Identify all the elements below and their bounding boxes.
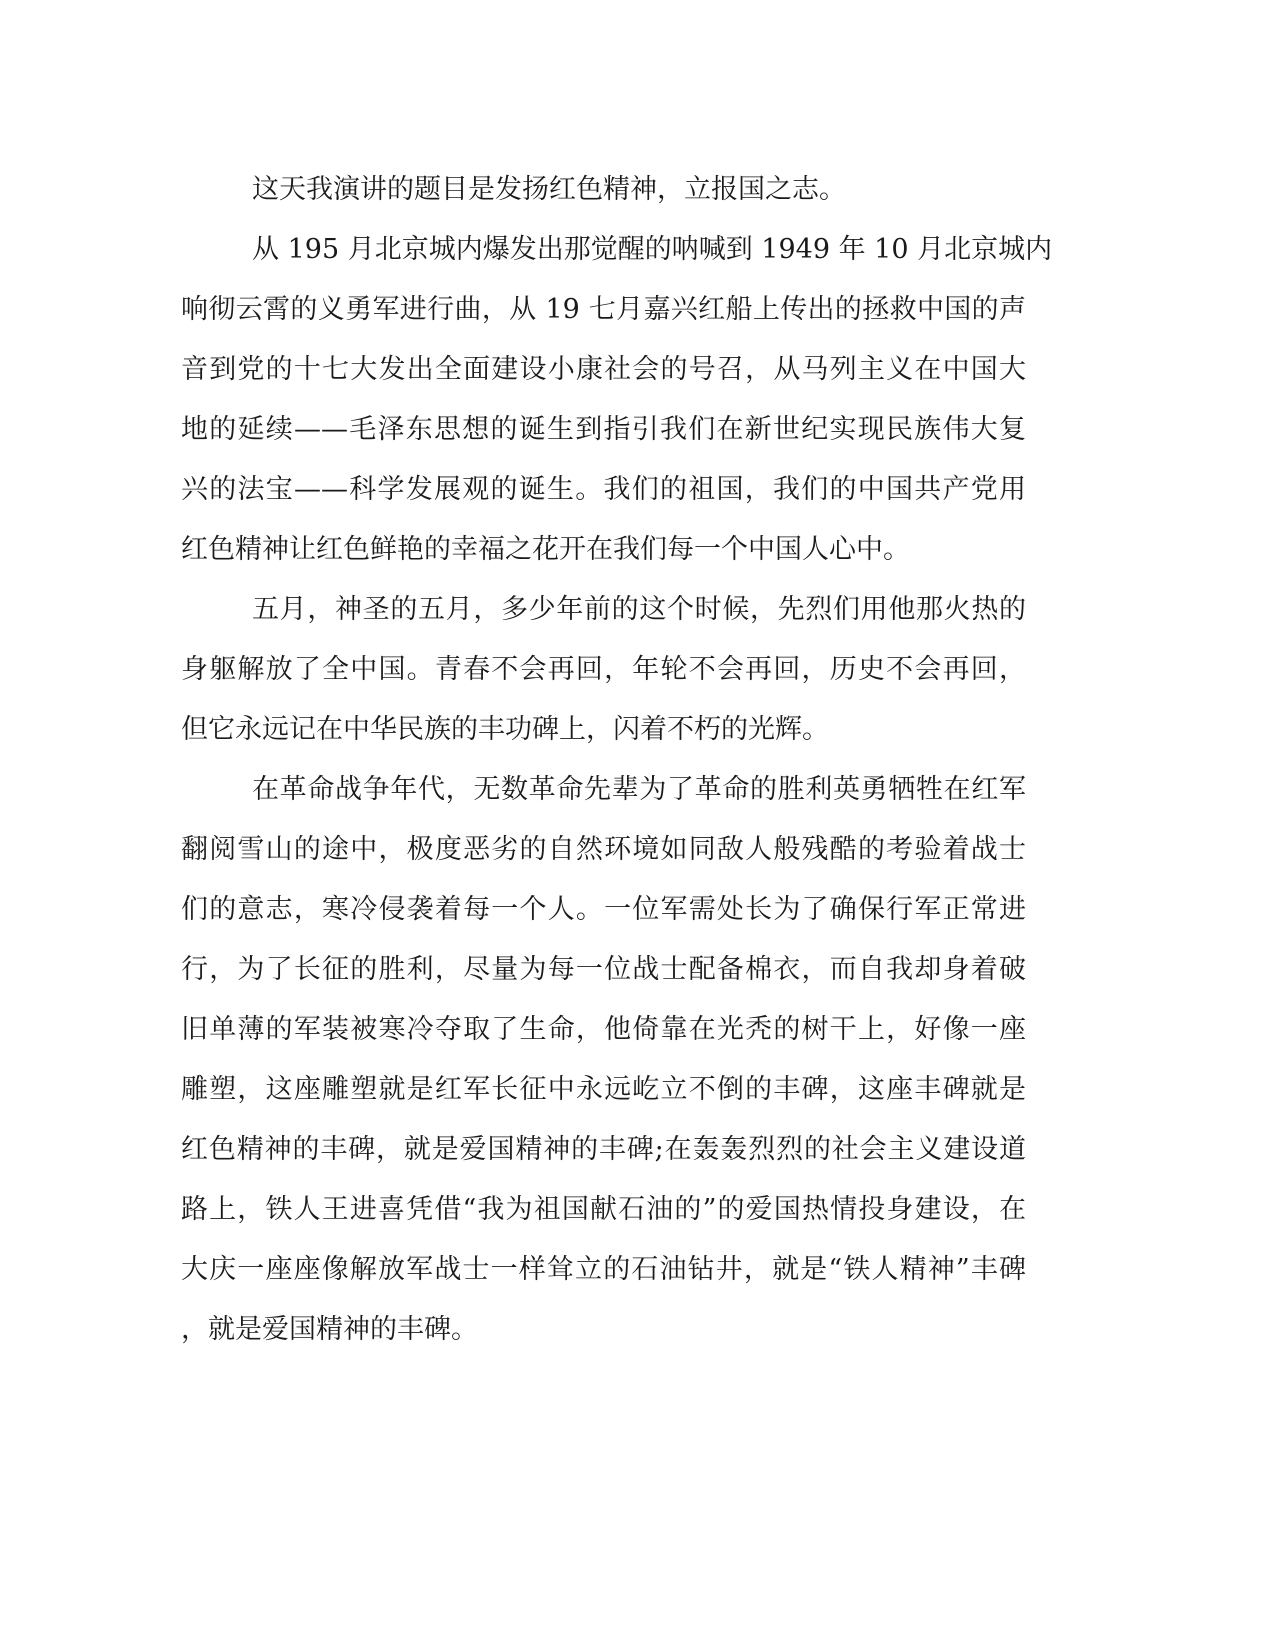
- document-body: [181, 160, 1053, 1360]
- paragraph-line: 兴的法宝——科学发展观的诞生。我们的祖国，我们的中国共产党用: [181, 474, 1026, 505]
- paragraph-line: 响彻云霄的义勇军进行曲，从 19 七月嘉兴红船上传出的拯救中国的声: [181, 294, 1026, 325]
- paragraph-line: ，就是爱国精神的丰碑。: [181, 1314, 478, 1345]
- paragraph-line: 这天我演讲的题目是发扬红色精神，立报国之志。: [252, 174, 846, 205]
- paragraph-line: 在革命战争年代，无数革命先辈为了革命的胜利英勇牺牲在红军: [252, 774, 1026, 805]
- paragraph-line: 但它永远记在中华民族的丰功碑上，闪着不朽的光辉。: [181, 714, 829, 745]
- paragraph-line: 雕塑，这座雕塑就是红军长征中永远屹立不倒的丰碑，这座丰碑就是: [181, 1074, 1026, 1105]
- paragraph-line: 大庆一座座像解放军战士一样耸立的石油钻井，就是“铁人精神”丰碑: [181, 1254, 1026, 1285]
- paragraph-line: 地的延续——毛泽东思想的诞生到指引我们在新世纪实现民族伟大复: [181, 414, 1026, 445]
- paragraph-line: 旧单薄的军装被寒冷夺取了生命，他倚靠在光秃的树干上，好像一座: [181, 1014, 1026, 1045]
- paragraph-line: 路上，铁人王进喜凭借“我为祖国献石油的”的爱国热情投身建设，在: [181, 1194, 1026, 1225]
- paragraph-line: 翻阅雪山的途中，极度恶劣的自然环境如同敌人般残酷的考验着战士: [181, 834, 1026, 865]
- paragraph-line: 从 195 月北京城内爆发出那觉醒的呐喊到 1949 年 10 月北京城内: [252, 234, 1053, 265]
- paragraph-line: 音到党的十七大发出全面建设小康社会的号召，从马列主义在中国大: [181, 354, 1026, 385]
- paragraph-line: 身躯解放了全中国。青春不会再回，年轮不会再回，历史不会再回，: [181, 654, 1026, 685]
- paragraph-line: 们的意志，寒冷侵袭着每一个人。一位军需处长为了确保行军正常进: [181, 894, 1026, 925]
- paragraph-line: 行，为了长征的胜利，尽量为每一位战士配备棉衣，而自我却身着破: [181, 954, 1026, 985]
- paragraph-line: 五月，神圣的五月，多少年前的这个时候，先烈们用他那火热的: [252, 594, 1026, 625]
- paragraph-line: 红色精神的丰碑，就是爱国精神的丰碑;在轰轰烈烈的社会主义建设道: [181, 1134, 1026, 1165]
- paragraph-line: 红色精神让红色鲜艳的幸福之花开在我们每一个中国人心中。: [181, 534, 910, 565]
